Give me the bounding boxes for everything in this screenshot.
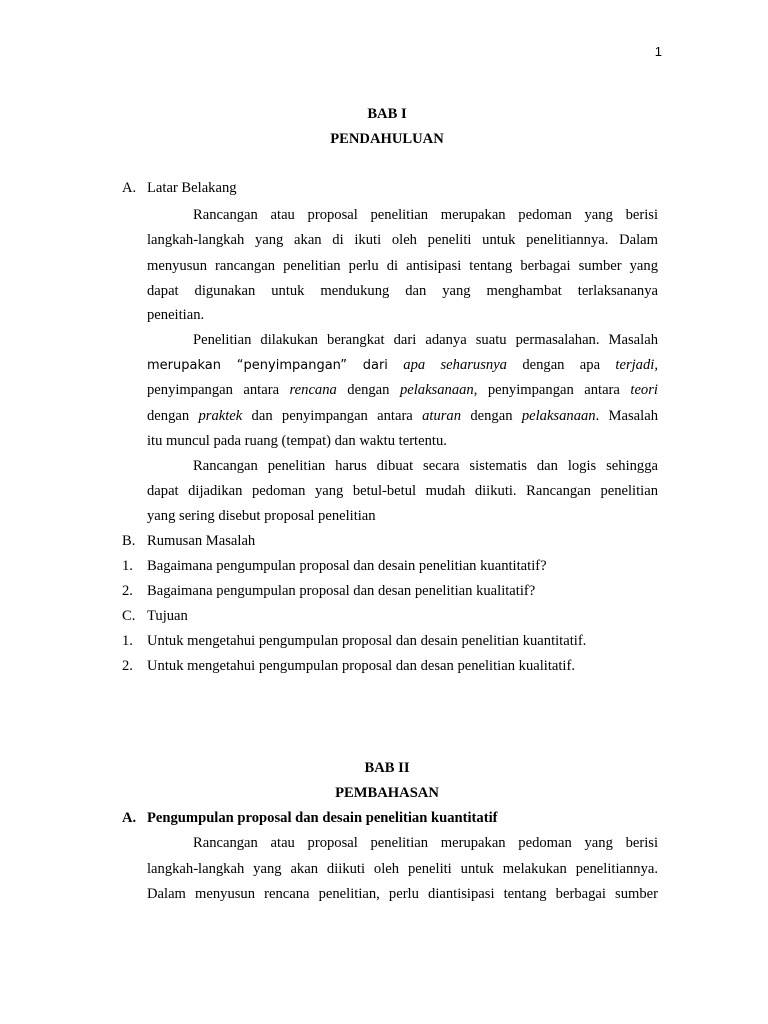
list-item: Bagaimana pengumpulan proposal dan desan penelitian kualitatif? [147,583,536,599]
section-marker: A. [122,180,137,196]
section-heading: Rumusan Masalah [147,533,256,549]
section-heading: Pengumpulan proposal dan desain penelitian kuantitatif [147,810,498,826]
text-line: Rancangan atau proposal penelitian merupakan pedoman yang berisi [193,835,658,851]
section-heading: Tujuan [147,608,188,624]
section-marker: A. [122,810,137,826]
text-line: dapat dijadikan pedoman yang betul-betul mudah diikuti. Rancangan penelitian [147,483,658,499]
text-line: Penelitian dilakukan berangkat dari adanya suatu permasalahan. Masalah [193,332,658,348]
text-line: itu muncul pada ruang (tempat) dan waktu tertentu. [147,433,447,449]
text-line: menyusun rancangan penelitian perlu di antisipasi tentang berbagai sumber yang [147,258,658,274]
text-line: peneitian. [147,307,205,323]
text-line: penyimpangan antara rencana dengan pelaksanaan, penyimpangan antara teori [147,382,658,398]
section-heading: Latar Belakang [147,180,237,196]
list-number: 2. [122,658,133,674]
text-line: Dalam menyusun rencana penelitian, perlu diantisipasi tentang berbagai sumber [147,886,658,902]
list-number: 1. [122,633,133,649]
text-line: langkah-langkah yang akan diikuti oleh peneliti untuk melakukan penelitiannya. [147,861,658,877]
page-number: 1 [654,44,662,59]
section-marker: B. [122,533,136,549]
text-line: langkah-langkah yang akan di ikuti oleh peneliti untuk penelitiannya. Dalam [147,232,658,248]
text-line: dengan praktek dan penyimpangan antara aturan dengan pelaksanaan. Masalah [147,408,658,424]
chapter-subtitle: PENDAHULUAN [330,131,444,147]
chapter-subtitle: PEMBAHASAN [335,785,439,801]
text-line: yang sering disebut proposal penelitian [147,508,376,524]
text-line: Rancangan penelitian harus dibuat secara sistematis dan logis sehingga [193,458,658,474]
text-line: dapat digunakan untuk mendukung dan yang menghambat terlaksananya [147,283,658,299]
list-item: Untuk mengetahui pengumpulan proposal dan desan penelitian kualitatif. [147,658,575,674]
list-item: Bagaimana pengumpulan proposal dan desain penelitian kuantitatif? [147,558,547,574]
text-line: Rancangan atau proposal penelitian merupakan pedoman yang berisi [193,207,658,223]
chapter-title: BAB I [367,106,407,122]
list-item: Untuk mengetahui pengumpulan proposal dan desain penelitian kuantitatif. [147,633,587,649]
chapter-title: BAB II [364,760,410,776]
section-marker: C. [122,608,136,624]
list-number: 1. [122,558,133,574]
list-number: 2. [122,583,133,599]
text-line: merupakan “penyimpangan” dari apa seharusnya dengan apa terjadi, [147,357,658,373]
